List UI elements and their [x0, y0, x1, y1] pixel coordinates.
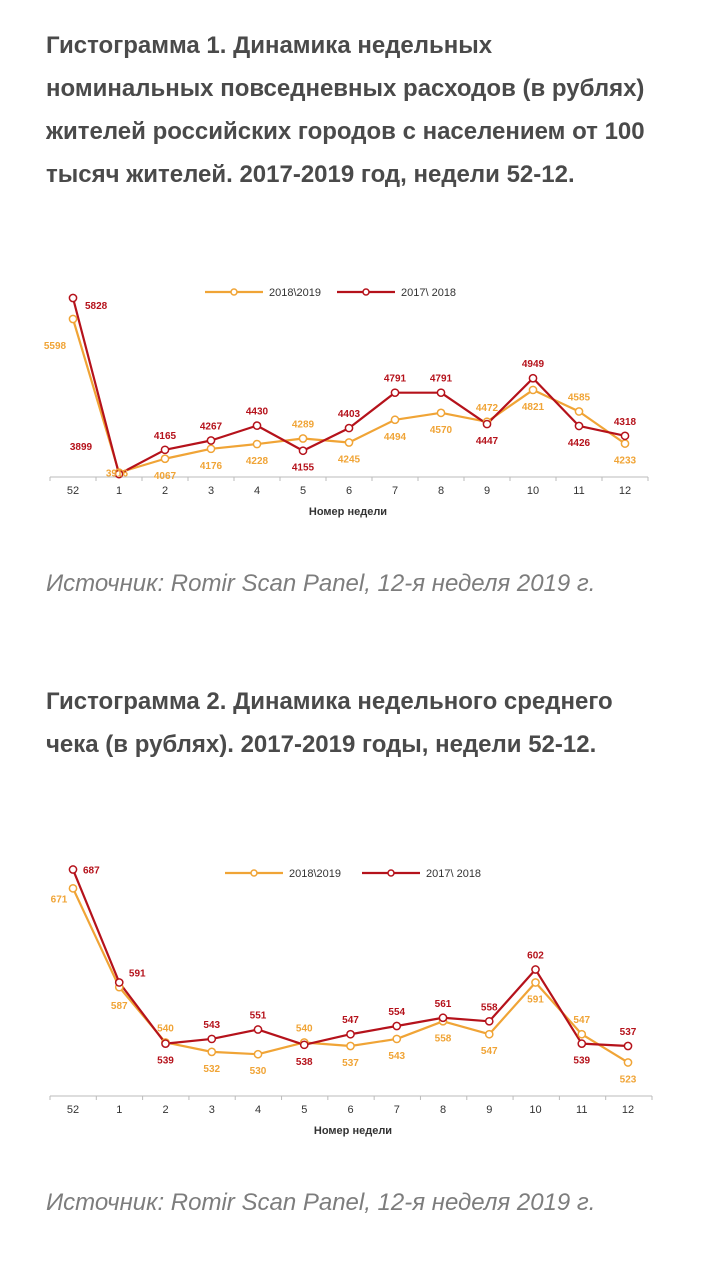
x-tick-label: 11 [573, 485, 585, 497]
data-label: 561 [434, 998, 452, 1010]
data-label: 591 [527, 994, 544, 1006]
x-tick-label: 8 [439, 1104, 447, 1116]
x-tick-label: 2 [161, 485, 169, 497]
series-line-0 [73, 319, 625, 473]
x-tick-label: 10 [529, 1104, 542, 1116]
figure1-chart [0, 276, 702, 526]
data-label: 530 [249, 1066, 267, 1078]
data-point [161, 455, 168, 462]
data-label: 3899 [69, 442, 93, 454]
data-point [486, 1018, 493, 1025]
data-label: 602 [527, 950, 544, 962]
data-point [208, 1048, 215, 1055]
x-tick-label: 11 [576, 1104, 588, 1116]
data-label: 4165 [153, 430, 177, 442]
legend-marker-0 [231, 289, 237, 295]
data-label: 3916 [105, 468, 129, 480]
data-point [437, 389, 444, 396]
x-tick-label: 6 [347, 1104, 354, 1116]
figure2-chart-svg [0, 854, 702, 1144]
data-label: 4585 [567, 392, 591, 404]
x-axis-title: Номер недели [308, 506, 388, 518]
data-label: 4228 [245, 456, 269, 468]
data-point [391, 389, 398, 396]
x-tick-label: 1 [115, 485, 123, 497]
x-tick-label: 5 [301, 1104, 308, 1116]
x-tick-label: 9 [483, 485, 491, 497]
data-label: 687 [83, 865, 100, 877]
x-tick-label: 4 [253, 485, 261, 497]
data-label: 551 [249, 1010, 267, 1022]
data-point [253, 422, 260, 429]
data-label: 5598 [43, 341, 67, 353]
data-label: 523 [619, 1074, 637, 1086]
data-point [254, 1051, 261, 1058]
data-point [391, 416, 398, 423]
legend-label-0: 2018\2019 [269, 287, 321, 299]
data-point [299, 435, 306, 442]
data-point [575, 422, 582, 429]
data-point [69, 294, 76, 301]
legend-label-0: 2018\2019 [289, 868, 341, 880]
data-label: 671 [50, 894, 68, 906]
x-tick-label: 5 [299, 485, 307, 497]
data-point [393, 1035, 400, 1042]
data-label: 4403 [337, 409, 361, 421]
data-point [208, 1035, 215, 1042]
data-label: 540 [295, 1023, 313, 1035]
data-label: 539 [573, 1055, 591, 1067]
data-label: 587 [110, 1001, 128, 1013]
data-point [207, 445, 214, 452]
data-label: 4155 [291, 462, 315, 474]
data-label: 591 [128, 968, 146, 980]
x-tick-label: 8 [437, 485, 445, 497]
data-point [483, 420, 490, 427]
figure2-source: Источник: Romir Scan Panel, 12-я неделя 2019 г. [46, 1189, 596, 1216]
x-tick-label: 10 [526, 485, 540, 497]
data-point [439, 1014, 446, 1021]
data-point [529, 375, 536, 382]
data-point [624, 1059, 631, 1066]
data-point [69, 315, 76, 322]
data-label: 4426 [567, 437, 591, 449]
data-point [532, 966, 539, 973]
data-label: 537 [342, 1058, 359, 1069]
data-point [624, 1042, 631, 1049]
data-point [299, 447, 306, 454]
x-tick-label: 3 [208, 1104, 215, 1116]
data-label: 543 [203, 1019, 221, 1031]
x-tick-label: 7 [391, 485, 399, 497]
data-point [162, 1040, 169, 1047]
data-label: 4949 [521, 359, 545, 371]
data-point [69, 866, 76, 873]
data-label: 4472 [475, 402, 499, 414]
data-point [621, 440, 628, 447]
data-point [301, 1041, 308, 1048]
data-point [345, 424, 352, 431]
data-point [529, 386, 536, 393]
x-tick-label: 52 [66, 485, 80, 497]
x-tick-label: 12 [621, 1104, 635, 1116]
legend-label-1: 2017\ 2018 [426, 868, 482, 880]
legend-marker-1 [388, 870, 394, 876]
data-point [116, 979, 123, 986]
legend-marker-0 [251, 870, 257, 876]
data-label: 4245 [337, 454, 361, 466]
data-label: 4176 [199, 460, 223, 472]
data-point [254, 1026, 261, 1033]
figure1-heading: Гистограмма 1. Динамика недельных номинальных повседневных расходов (в рублях) жителей российских городов с населением от 100 тысяч жителей. 2017-2019 год, недели 52-12. [46, 32, 645, 188]
data-label: 554 [388, 1007, 406, 1018]
data-point [578, 1031, 585, 1038]
data-point [578, 1040, 585, 1047]
figure1-chart-svg [0, 276, 702, 526]
legend-label-1: 2017\ 2018 [401, 287, 457, 299]
x-tick-label: 52 [66, 1104, 80, 1116]
data-label: 4267 [199, 421, 223, 433]
data-label: 543 [388, 1050, 406, 1062]
data-point [161, 446, 168, 453]
x-tick-label: 9 [486, 1104, 493, 1116]
x-tick-label: 3 [207, 485, 215, 497]
figure2-heading: Гистограмма 2. Динамика недельного среднего чека (в рублях). 2017-2019 годы, недели 52-12. [46, 688, 613, 758]
data-label: 4289 [291, 419, 315, 431]
data-point [347, 1042, 354, 1049]
data-label: 547 [342, 1015, 359, 1027]
data-label: 558 [434, 1033, 452, 1045]
x-tick-label: 4 [254, 1104, 262, 1116]
data-point [69, 885, 76, 892]
figure2-chart [0, 854, 702, 1144]
data-label: 4067 [153, 470, 177, 482]
data-label: 4821 [521, 401, 545, 413]
data-point [393, 1022, 400, 1029]
data-label: 4233 [613, 455, 637, 467]
data-point [575, 408, 582, 415]
data-point [486, 1031, 493, 1038]
data-label: 4791 [429, 373, 453, 385]
data-label: 539 [157, 1055, 174, 1067]
data-point [347, 1031, 354, 1038]
figure1-source: Источник: Romir Scan Panel, 12-я неделя 2019 г. [46, 570, 596, 597]
data-label: 537 [619, 1027, 637, 1038]
data-label: 5828 [85, 301, 108, 313]
data-label: 4430 [245, 406, 269, 418]
data-label: 547 [573, 1015, 591, 1027]
data-point [621, 432, 628, 439]
series-line-1 [73, 298, 625, 474]
x-tick-label: 1 [116, 1104, 123, 1116]
data-label: 538 [295, 1056, 313, 1068]
x-tick-label: 6 [345, 485, 353, 497]
x-tick-label: 7 [393, 1104, 400, 1116]
x-axis-title: Номер недели [313, 1125, 393, 1137]
data-label: 4494 [383, 431, 407, 443]
data-label: 4791 [383, 373, 407, 385]
data-label: 4570 [429, 424, 453, 436]
data-point [207, 437, 214, 444]
data-label: 532 [203, 1063, 221, 1075]
data-label: 4447 [475, 436, 499, 448]
x-tick-label: 2 [162, 1104, 169, 1116]
legend-marker-1 [363, 289, 369, 295]
data-point [532, 979, 539, 986]
data-label: 540 [157, 1023, 174, 1035]
data-point [253, 440, 260, 447]
data-label: 558 [480, 1002, 498, 1014]
data-label: 4318 [613, 416, 637, 428]
data-point [437, 409, 444, 416]
data-point [345, 439, 352, 446]
data-label: 547 [480, 1046, 498, 1058]
x-tick-label: 12 [618, 485, 632, 497]
